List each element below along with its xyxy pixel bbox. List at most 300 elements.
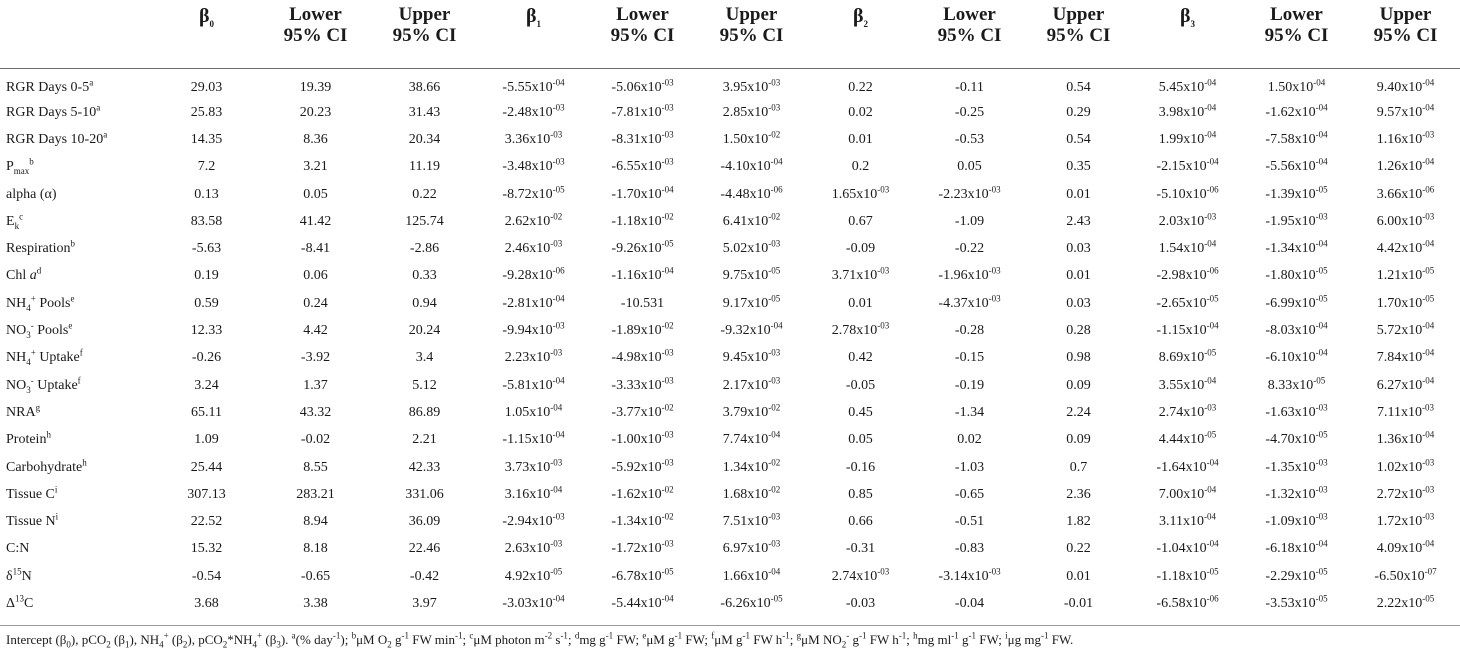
table-cell: $-6.18x10^{-04}$ — [1265, 538, 1328, 557]
table-cell: -0.22 — [954, 241, 985, 257]
table-cell: $-1.09x10^{-03}$ — [1265, 511, 1328, 530]
table-cell: $1.26x10^{-04}$ — [1376, 156, 1435, 175]
table-cell: $-3.77x10^{-02}$ — [611, 402, 674, 420]
table-cell: $-2.81x10^{-04}$ — [502, 293, 565, 311]
table-row — [0, 345, 1460, 372]
row-label: $E_k^c$ — [6, 211, 24, 231]
table-cell: $4.92x10^{-05}$ — [504, 566, 563, 584]
table-cell: $1.16x10^{-03}$ — [1376, 129, 1435, 147]
table-cell: $2.63x10^{-03}$ — [504, 538, 563, 557]
table-cell: $-8.72x10^{-05}$ — [502, 183, 565, 202]
table-cell: 0.66 — [848, 514, 873, 530]
table-row — [0, 290, 1460, 317]
table-cell: -0.11 — [955, 80, 984, 95]
row-label: RGR Days 10-20$^a$ — [6, 129, 108, 147]
header-lower-ci: Lower 95% CI — [588, 0, 697, 69]
table-cell: $9.17x10^{-05}$ — [722, 293, 781, 311]
table-row — [0, 536, 1460, 563]
table-cell: -0.83 — [954, 541, 985, 557]
table-cell: $-5.92x10^{-03}$ — [611, 456, 674, 475]
table-row — [0, 69, 1460, 100]
table-cell: 0.05 — [303, 186, 328, 202]
table-cell: 22.52 — [190, 514, 223, 530]
table-row — [0, 99, 1460, 126]
table-cell: $-3.33x10^{-03}$ — [611, 374, 674, 393]
table-cell: 0.22 — [1066, 541, 1091, 557]
table-cell: 0.06 — [303, 268, 328, 284]
table-cell: $2.85x10^{-03}$ — [722, 101, 781, 120]
table-cell: 125.74 — [405, 213, 444, 229]
table-cell: -1.03 — [954, 459, 985, 475]
table-cell: $-1.39x10^{-05}$ — [1265, 183, 1328, 202]
header-beta2 — [806, 0, 915, 69]
table-cell: $-8.03x10^{-04}$ — [1265, 320, 1328, 339]
table-cell: $-1.95x10^{-03}$ — [1265, 211, 1328, 229]
table-cell: $6.00x10^{-03}$ — [1376, 211, 1435, 229]
header-beta1 — [479, 0, 588, 69]
table-cell: $8.33x10^{-05}$ — [1267, 374, 1326, 393]
row-label: C:N — [6, 541, 30, 557]
table-cell: $-1.89x10^{-02}$ — [611, 320, 674, 339]
table-cell: $-3.03x10^{-04}$ — [502, 593, 565, 611]
table-cell: $9.45x10^{-03}$ — [722, 347, 781, 366]
table-cell: 14.35 — [190, 131, 223, 147]
table-cell: $-6.10x10^{-04}$ — [1265, 347, 1328, 366]
table-cell: 0.29 — [1066, 104, 1091, 120]
row-label: $\Delta^{13}C$ — [6, 593, 34, 611]
table-cell: $1.99x10^{-04}$ — [1158, 129, 1217, 147]
table-cell: $-4.10x10^{-04}$ — [720, 156, 783, 175]
table-cell: $-2.65x10^{-05}$ — [1156, 293, 1219, 311]
table-cell: $-5.55x10^{-04}$ — [502, 77, 565, 95]
header-lower-ci: Lower 95% CI — [261, 0, 370, 69]
table-cell: 43.32 — [299, 404, 332, 420]
header-upper-ci: Upper 95% CI — [370, 0, 479, 69]
table-cell: -0.19 — [954, 377, 985, 393]
row-label: $NH_4^+$ Uptake$^f$ — [6, 347, 83, 368]
table-cell: 0.85 — [848, 486, 873, 502]
table-cell: $-6.58x10^{-06}$ — [1156, 593, 1219, 611]
table-cell: $-1.35x10^{-03}$ — [1265, 456, 1328, 475]
table-cell: $2.74x10^{-03}$ — [831, 566, 890, 584]
table-cell: 41.42 — [299, 213, 332, 229]
table-cell: -3.92 — [300, 350, 331, 366]
row-label: $\delta^{15}N$ — [6, 566, 32, 584]
table-cell: 25.44 — [190, 459, 223, 475]
table-cell: $2.74x10^{-03}$ — [1158, 402, 1217, 420]
table-cell: $3.55x10^{-04}$ — [1158, 374, 1217, 393]
table-row — [0, 181, 1460, 208]
header-upper-ci: Upper 95% CI — [697, 0, 806, 69]
row-label: NRA$^g$ — [6, 402, 41, 420]
table-footnote: Intercept $(\beta_0)$, pCO$_2$ $(\beta_1)$, $NH_4^+$ $(\beta_2)$, $pCO_2*NH_4^+$ $(\beta_3)$. $^a$(% day$^{-1}$); $^b$μM $O_2$ $g^{-1}$ FW $\min^{-1}$; $^c$μM photon $m^{-2}$ $s^{-1}$; $^d$mg $g^{-1}$ FW; $^e$μM $g^{-1}$ FW; $^f$μM $g^{-1}$ FW $h^{-1}$; $^g$μM $NO_2^-$ $g^{-1}$ FW $h^{-1}$; $^h$mg $ml^{-1}$ $g^{-1}$ FW; $^i$μg $mg^{-1}$ FW. — [6, 630, 1074, 650]
table-cell: $-1.00x10^{-03}$ — [611, 429, 674, 448]
table-cell: $2.78x10^{-03}$ — [831, 320, 890, 339]
table-cell: $3.16x10^{-04}$ — [504, 484, 563, 502]
table-cell: $-9.26x10^{-05}$ — [611, 238, 674, 257]
table-cell: $-1.63x10^{-03}$ — [1265, 402, 1328, 420]
table-cell: 0.54 — [1066, 80, 1091, 95]
table-cell: 0.22 — [848, 80, 873, 95]
row-label: Chl $a^d$ — [6, 265, 42, 284]
table-cell: $-1.32x10^{-03}$ — [1265, 484, 1328, 502]
table-cell: 0.01 — [1066, 186, 1091, 202]
table-cell: 3.4 — [415, 350, 434, 366]
table-row — [0, 126, 1460, 153]
table-row — [0, 154, 1460, 181]
header-empty — [0, 0, 152, 69]
table-cell: 12.33 — [190, 323, 223, 339]
table-cell: 3.97 — [412, 595, 437, 611]
table-cell: $-2.15x10^{-04}$ — [1156, 156, 1219, 175]
table-cell: 3.38 — [303, 595, 328, 611]
table-cell: $3.36x10^{-03}$ — [504, 129, 563, 147]
table-cell: $1.36x10^{-04}$ — [1376, 429, 1435, 448]
table-cell: -10.531 — [620, 295, 665, 311]
beta2-label: $\beta_2$ — [852, 5, 869, 29]
table-cell: 0.01 — [1066, 268, 1091, 284]
table-cell: 1.37 — [303, 377, 328, 393]
row-label: $NO_3^-$ Uptake$^f$ — [6, 374, 81, 395]
table-cell: -0.15 — [954, 350, 985, 366]
table-cell: $-9.94x10^{-03}$ — [502, 320, 565, 339]
row-label: $P_{max}^b$ — [6, 156, 34, 177]
table-cell: 20.23 — [299, 104, 332, 120]
table-cell: $3.73x10^{-03}$ — [504, 456, 563, 475]
table-cell: 0.09 — [1066, 432, 1091, 448]
table-cell: -0.02 — [300, 432, 331, 448]
table-cell: $3.71x10^{-03}$ — [831, 265, 890, 284]
table-cell: $3.79x10^{-02}$ — [722, 402, 781, 420]
header-upper-ci: Upper 95% CI — [1024, 0, 1133, 69]
table-cell: 0.19 — [194, 268, 219, 284]
table-cell: -0.05 — [845, 377, 876, 393]
table-cell: 7.2 — [197, 159, 216, 175]
table-cell: 0.03 — [1066, 241, 1091, 257]
table-row — [0, 454, 1460, 481]
table-cell: -0.31 — [845, 541, 876, 557]
row-label: alpha (α) — [6, 186, 57, 202]
table-row — [0, 263, 1460, 290]
table-cell: $2.03x10^{-03}$ — [1158, 211, 1217, 229]
header-beta0 — [152, 0, 261, 69]
table-cell: 0.35 — [1066, 159, 1091, 175]
table-cell: $5.72x10^{-04}$ — [1376, 320, 1435, 339]
table-cell: $-1.16x10^{-04}$ — [611, 265, 674, 284]
table-cell: $-2.23x10^{-03}$ — [938, 183, 1001, 202]
row-label: $NO_3^-$ Pools$^e$ — [6, 320, 73, 340]
table-bottom-rule — [0, 625, 1460, 626]
table-cell: -0.42 — [409, 568, 440, 584]
table-cell: 0.42 — [848, 350, 873, 366]
table-cell: 1.82 — [1066, 514, 1091, 530]
table-cell: 0.01 — [848, 295, 873, 311]
row-label: Tissue $N^i$ — [6, 511, 59, 530]
table-cell: 283.21 — [296, 486, 335, 502]
table-cell: 8.55 — [303, 459, 328, 475]
table-cell: $1.66x10^{-04}$ — [722, 566, 781, 584]
table-cell: $-1.04x10^{-04}$ — [1156, 538, 1219, 557]
table-cell: 8.18 — [303, 541, 328, 557]
table-cell: -0.28 — [954, 323, 985, 339]
table-cell: $7.11x10^{-03}$ — [1377, 402, 1434, 420]
table-cell: $1.02x10^{-03}$ — [1376, 456, 1435, 475]
table-cell: $-3.14x10^{-03}$ — [938, 566, 1001, 584]
table-cell: $1.50x10^{-02}$ — [722, 129, 781, 147]
table-cell: $9.57x10^{-04}$ — [1376, 101, 1435, 120]
table-cell: $2.17x10^{-03}$ — [722, 374, 781, 393]
table-cell: 2.24 — [1066, 404, 1091, 420]
row-label: Respiration$^b$ — [6, 238, 76, 257]
table-cell: 5.12 — [412, 377, 437, 393]
table-body — [0, 69, 1460, 618]
table-cell: $1.05x10^{-04}$ — [504, 402, 563, 420]
table-cell: $-2.98x10^{-06}$ — [1156, 265, 1219, 284]
table-cell: $-1.62x10^{-02}$ — [611, 484, 674, 502]
table-cell: -0.16 — [845, 459, 876, 475]
table-cell: $-6.78x10^{-05}$ — [611, 566, 674, 584]
table-cell: $1.70x10^{-05}$ — [1376, 293, 1435, 311]
table-cell: $-1.18x10^{-05}$ — [1156, 566, 1219, 584]
table-cell: -0.09 — [845, 241, 876, 257]
table-cell: -0.26 — [191, 350, 222, 366]
table-cell: 19.39 — [299, 80, 332, 95]
table-cell: 0.28 — [1066, 323, 1091, 339]
table-cell: $-1.96x10^{-03}$ — [938, 265, 1001, 284]
header-beta3 — [1133, 0, 1242, 69]
table-cell: 4.42 — [303, 323, 328, 339]
table-cell: -0.04 — [954, 595, 985, 611]
table-cell: 8.94 — [303, 514, 328, 530]
table-cell: -1.09 — [954, 213, 985, 229]
table-cell: 0.05 — [957, 159, 982, 175]
header-lower-ci: Lower 95% CI — [915, 0, 1024, 69]
table-cell: $-9.28x10^{-06}$ — [502, 265, 565, 284]
table-cell: $-1.34x10^{-02}$ — [611, 511, 674, 530]
table-cell: -0.65 — [300, 568, 331, 584]
table-cell: $-2.94x10^{-03}$ — [502, 511, 565, 530]
table-cell: $-5.06x10^{-03}$ — [611, 77, 674, 95]
table-cell: 0.67 — [848, 213, 873, 229]
header-lower-ci: Lower 95% CI — [1242, 0, 1351, 69]
table-cell: 83.58 — [190, 213, 223, 229]
table-cell: $-1.64x10^{-04}$ — [1156, 456, 1219, 475]
table-cell: $9.75x10^{-05}$ — [722, 265, 781, 284]
table-cell: $4.09x10^{-04}$ — [1376, 538, 1435, 557]
table-cell: 0.45 — [848, 404, 873, 420]
table-cell: 15.32 — [190, 541, 223, 557]
table-cell: -0.25 — [954, 104, 985, 120]
table-cell: 11.19 — [409, 159, 440, 175]
table-cell: 2.43 — [1066, 213, 1091, 229]
table-cell: 20.24 — [408, 323, 441, 339]
table-cell: $-3.53x10^{-05}$ — [1265, 593, 1328, 611]
table-cell: $3.95x10^{-03}$ — [722, 77, 781, 95]
table-cell: $-1.15x10^{-04}$ — [502, 429, 565, 448]
table-row — [0, 208, 1460, 235]
table-cell: $-6.26x10^{-05}$ — [720, 593, 783, 611]
table-cell: 8.36 — [303, 131, 328, 147]
table-cell: $5.45x10^{-04}$ — [1158, 77, 1217, 95]
table-cell: $9.40x10^{-04}$ — [1376, 77, 1435, 95]
table-cell: $7.51x10^{-03}$ — [722, 511, 781, 530]
table-cell: 0.02 — [848, 104, 873, 120]
table-cell: 25.83 — [190, 104, 223, 120]
table-cell: $-1.62x10^{-04}$ — [1265, 101, 1328, 120]
table-cell: $-9.32x10^{-04}$ — [720, 320, 783, 339]
table-cell: $-1.18x10^{-02}$ — [611, 211, 674, 229]
table-cell: 307.13 — [187, 486, 226, 502]
table-cell: $8.69x10^{-05}$ — [1158, 347, 1217, 366]
table-cell: $-1.80x10^{-05}$ — [1265, 265, 1328, 284]
table-cell: 2.21 — [412, 432, 437, 448]
table-cell: 29.03 — [190, 80, 223, 95]
table-cell: $-4.98x10^{-03}$ — [611, 347, 674, 366]
table-cell: $-1.15x10^{-04}$ — [1156, 320, 1219, 339]
table-cell: 0.03 — [1066, 295, 1091, 311]
table-cell: $4.42x10^{-04}$ — [1376, 238, 1435, 257]
table-cell: $6.27x10^{-04}$ — [1376, 374, 1435, 393]
row-label: $NH_4^+$ Pools$^e$ — [6, 293, 75, 313]
table-cell: 0.01 — [848, 131, 873, 147]
table-cell: $1.72x10^{-03}$ — [1376, 511, 1435, 530]
table-cell: $-3.48x10^{-03}$ — [502, 156, 565, 175]
table-row — [0, 427, 1460, 454]
table-cell: -0.54 — [191, 568, 222, 584]
table-cell: $-2.29x10^{-05}$ — [1265, 566, 1328, 584]
table-cell: 65.11 — [191, 404, 222, 420]
table-cell: 31.43 — [408, 104, 441, 120]
table-cell: -0.51 — [954, 514, 985, 530]
table-cell: 38.66 — [408, 80, 441, 95]
table-cell: 20.34 — [408, 131, 441, 147]
table-cell: $-7.58x10^{-04}$ — [1265, 129, 1328, 147]
table-cell: $-8.31x10^{-03}$ — [611, 129, 674, 147]
table-row — [0, 317, 1460, 344]
table-cell: 0.7 — [1069, 459, 1088, 475]
table-cell: -0.53 — [954, 131, 985, 147]
table-cell: $1.34x10^{-02}$ — [722, 456, 781, 475]
table-cell: -5.63 — [191, 241, 222, 257]
table-row — [0, 399, 1460, 426]
table-cell: $7.74x10^{-04}$ — [722, 429, 781, 448]
row-label: RGR Days 0-5$^a$ — [6, 77, 94, 95]
table-cell: 1.09 — [194, 432, 219, 448]
table-row — [0, 235, 1460, 262]
table-cell: 0.05 — [848, 432, 873, 448]
row-label: RGR Days 5-10$^a$ — [6, 101, 101, 120]
row-label: Carbohydrate$^h$ — [6, 456, 87, 475]
table-cell: $1.54x10^{-04}$ — [1158, 238, 1217, 257]
beta1-label: $\beta_1$ — [525, 5, 542, 29]
table-cell: $-5.81x10^{-04}$ — [502, 374, 565, 393]
table-cell: $-1.72x10^{-03}$ — [611, 538, 674, 557]
table-cell: $-5.10x10^{-06}$ — [1156, 183, 1219, 202]
table-row — [0, 563, 1460, 590]
table-cell: $2.62x10^{-02}$ — [504, 211, 563, 229]
table-cell: 0.33 — [412, 268, 437, 284]
table-cell: $-1.70x10^{-04}$ — [611, 183, 674, 202]
table-cell: $-5.44x10^{-04}$ — [611, 593, 674, 611]
table-cell: $7.00x10^{-04}$ — [1158, 484, 1217, 502]
table-cell: $2.22x10^{-05}$ — [1376, 593, 1435, 611]
table-cell: 0.98 — [1066, 350, 1091, 366]
table-cell: 42.33 — [408, 459, 441, 475]
table-cell: 3.21 — [303, 159, 328, 175]
table-cell: 0.01 — [1066, 568, 1091, 584]
table-cell: $3.98x10^{-04}$ — [1158, 101, 1217, 120]
beta0-label: $\beta_0$ — [198, 5, 215, 29]
table-cell: 0.54 — [1066, 131, 1091, 147]
table-cell: 0.59 — [194, 295, 219, 311]
beta3-label: $\beta_3$ — [1179, 5, 1196, 29]
table-cell: -0.03 — [845, 595, 876, 611]
table-cell: 0.09 — [1066, 377, 1091, 393]
table-cell: $-6.50x10^{-07}$ — [1374, 566, 1437, 584]
table-cell: $-6.99x10^{-05}$ — [1265, 293, 1328, 311]
table-cell: $4.44x10^{-05}$ — [1158, 429, 1217, 448]
table-cell: 0.02 — [957, 432, 982, 448]
table-row — [0, 508, 1460, 535]
table-cell: $1.21x10^{-05}$ — [1376, 265, 1435, 284]
table-cell: $6.97x10^{-03}$ — [722, 538, 781, 557]
row-label: Protein$^h$ — [6, 429, 51, 448]
table-row — [0, 372, 1460, 399]
table-cell: -1.34 — [954, 404, 985, 420]
table-row — [0, 590, 1460, 617]
table-cell: $1.65x10^{-03}$ — [831, 183, 890, 202]
table-cell: $-1.34x10^{-04}$ — [1265, 238, 1328, 257]
table-cell: $6.41x10^{-02}$ — [722, 211, 781, 229]
row-label: Tissue $C^i$ — [6, 484, 58, 502]
table-cell: 2.36 — [1066, 486, 1091, 502]
table-cell: $1.50x10^{-04}$ — [1267, 77, 1326, 95]
table-cell: $-7.81x10^{-03}$ — [611, 101, 674, 120]
header-upper-ci: Upper 95% CI — [1351, 0, 1460, 69]
table-cell: 0.22 — [412, 186, 437, 202]
table-cell: $2.72x10^{-03}$ — [1376, 484, 1435, 502]
table-cell: 0.13 — [194, 186, 219, 202]
table-cell: $5.02x10^{-03}$ — [722, 238, 781, 257]
table-cell: -8.41 — [300, 241, 331, 257]
table-cell: 3.24 — [194, 377, 219, 393]
table-cell: 331.06 — [405, 486, 444, 502]
table-cell: $-2.48x10^{-03}$ — [502, 101, 565, 120]
table-cell: $3.11x10^{-04}$ — [1159, 511, 1216, 530]
table-cell: $2.23x10^{-03}$ — [504, 347, 563, 366]
table-row — [0, 481, 1460, 508]
table-cell: $7.84x10^{-04}$ — [1376, 347, 1435, 366]
table-cell: -0.65 — [954, 486, 985, 502]
table-cell: $-6.55x10^{-03}$ — [611, 156, 674, 175]
table-cell: 0.2 — [851, 159, 870, 175]
table-cell: $-4.48x10^{-06}$ — [720, 183, 783, 202]
table-cell: $-5.56x10^{-04}$ — [1265, 156, 1328, 175]
table-cell: -2.86 — [409, 241, 440, 257]
table-cell: 22.46 — [408, 541, 441, 557]
table-cell: 36.09 — [408, 514, 441, 530]
table-cell: $1.68x10^{-02}$ — [722, 484, 781, 502]
table-cell: 86.89 — [408, 404, 441, 420]
table-cell: $2.46x10^{-03}$ — [504, 238, 563, 257]
table-cell: -0.01 — [1063, 595, 1094, 611]
table-cell: $-4.37x10^{-03}$ — [938, 293, 1001, 311]
table-cell: 0.94 — [412, 295, 437, 311]
table-cell: 0.24 — [303, 295, 328, 311]
table-cell: $3.66x10^{-06}$ — [1376, 183, 1435, 202]
table-cell: $-4.70x10^{-05}$ — [1265, 429, 1328, 448]
table-cell: 3.68 — [194, 595, 219, 611]
